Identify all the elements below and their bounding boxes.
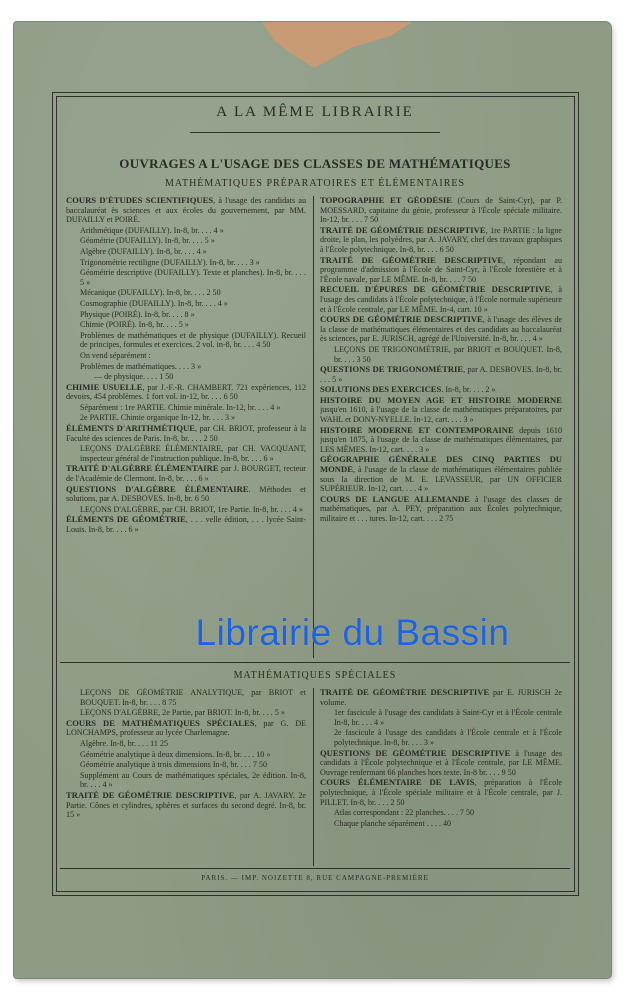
footer-divider (60, 868, 570, 869)
catalog-entry: TRAITÉ DE GÉOMÉTRIE DESCRIPTIVE, 1re PARTIE : la ligne droite, le plan, les polyèdres, par A. JAVARY, chef des travaux graphiques à l'École polytechnique. In-8, br. . . . 6 50 (320, 224, 562, 254)
speciales-heading: MATHÉMATIQUES SPÉCIALES (233, 670, 397, 681)
catalog-entry: TRAITÉ DE GÉOMÉTRIE DESCRIPTIVE, répondant au programme d'admission à l'École de Saint-Cyr, à l'École forestière et à l'École navale, par LE MÊME. In-8, br. . . . 7 50 (320, 254, 562, 284)
printer-footer: PARIS. — IMP. NOIZETTE 8, RUE CAMPAGNE-PREMIÈRE (201, 874, 429, 882)
catalog-entry: Géométrie descriptive (DUFAILLY). Texte et planches). In-8, br. . . . 5 » (80, 268, 306, 287)
catalog-entry: LEÇONS D'ALGÈBRE, 2e Partie, par BRIOT. In-8, br. . . . 5 » (80, 708, 285, 718)
catalog-entry: CHIMIE USUELLE, par J.-F.-R. CHAMBERT. 721 expériences, 112 devoirs, 454 problèmes. 1 fort vol. in-12, br. . . . 6 50 (66, 381, 306, 402)
catalog-entry: LEÇONS D'ALGÈBRE, par CH. BRIOT, 1re Partie. In-8, br. . . . 4 » (80, 504, 303, 514)
catalog-entry: ÉLÉMENTS D'ARITHMÉTIQUE, par CH. BRIOT, professeur à la Faculté des sciences de Paris. In-8, br. . . . 2 50 (66, 423, 306, 443)
catalog-entry: 2e PARTIE. Chimie organique In-12, br. . . . 3 » (80, 413, 236, 423)
catalog-entry: Problèmes de mathématiques et de physique (DUFAILLY). Recueil de principes, formules et exercices. 2 vol. in-8, br. . . . 4 50 (80, 330, 306, 350)
catalog-entry: Atlas correspondant : 22 planches. . . . 7 50 (334, 808, 475, 818)
catalog-entry: — de physique. . . . 1 50 (94, 372, 174, 382)
prep-left-column (66, 196, 306, 658)
catalog-entry: Géométrie (DUFAILLY). In-8, br. . . . 5 » (80, 236, 215, 246)
preparatoires-heading: MATHÉMATIQUES PRÉPARATOIRES ET ÉLÉMENTAIRES (164, 178, 466, 189)
catalog-entry: Séparément : 1re PARTIE. Chimie minérale. In-12, br. . . . 4 » (80, 402, 281, 412)
catalog-entry: COURS DE LANGUE ALLEMANDE à l'usage des classes de mathématiques, par A. PEY, préparation aux Écoles polytechnique, militaire et . . . tures. In-12, cart. . . . 2 75 (320, 493, 562, 523)
catalog-entry: HISTOIRE DU MOYEN AGE ET HISTOIRE MODERNE jusqu'en 1610, à l'usage de la classe de mathématiques préparatoires, par WAHL et DONY-NYELLE. In-12, cart. . . . 3 » (320, 394, 562, 425)
spec-left-column (66, 688, 306, 868)
catalog-entry: TRAITÉ D'ALGÈBRE ÉLÉMENTAIRE par J. BOURGET, recteur de l'Académie de Clermont. In-8, br. . . . 6 » (66, 463, 306, 484)
catalog-entry: Chimie (POIRÉ). In-8, br. . . . 5 » (80, 320, 189, 330)
catalog-entry: LEÇONS D'ALGÈBRE ÉLÉMENTAIRE, par CH. VACQUANT, inspecteur général de l'instruction publique. In-8, br. . . . 6 » (80, 444, 306, 463)
divider (190, 132, 440, 133)
catalog-entry: QUESTIONS DE TRIGONOMÉTRIE, par A. DESBOVES. In-8, br. . . . 5 » (320, 364, 562, 384)
catalog-entry: Arithmétique (DUFAILLY). In-8, br. . . . 4 » (80, 225, 224, 235)
spec-right-column (320, 688, 562, 868)
catalog-entry: Mécanique (DUFAILLY). In-8, br. . . . 2 50 (80, 288, 221, 298)
catalog-entry: RECUEIL D'ÉPURES DE GÉOMÉTRIE DESCRIPTIVE, à l'usage des candidats à l'École polytechnique, à l'École normale supérieure et à l'École centrale, par LE MÊME. In-4, cart. 10 » (320, 284, 562, 314)
catalog-entry: Cosmographie (DUFAILLY). In-8, br. . . . 4 » (80, 298, 228, 308)
watermark: Librairie du Bassin (195, 612, 510, 653)
catalog-entry: COURS D'ÉTUDES SCIENTIFIQUES, à l'usage des candidats au baccalauréat ès sciences et aux écoles du gouvernement, par MM. DUFAILLY et POIRÉ. (66, 196, 306, 225)
catalog-entry: Supplément au Cours de mathématiques spéciales, 2e édition. In-8, br. . . . 4 » (80, 770, 306, 790)
catalog-entry: On vend séparément : (80, 350, 151, 360)
catalog-entry: TRAITÉ DE GÉOMÉTRIE DESCRIPTIVE, par A. JAVARY. 2e Partie. Cônes et cylindres, sphères et surfaces du second degré. In-8, br. 15 » (66, 789, 306, 820)
catalog-entry: Trigonométrie rectiligne (DUFAILLY). In-8, br. . . . 3 » (80, 257, 260, 267)
catalog-entry: Algèbre. In-8, br. . . . 11 25 (80, 738, 169, 748)
section-divider (60, 662, 570, 663)
catalog-entry: Chaque planche séparément . . . . 40 (334, 818, 452, 828)
column-divider (313, 196, 314, 658)
catalog-entry: GÉOGRAPHIE GÉNÉRALE DES CINQ PARTIES DU MONDE, à l'usage de la classe de mathématiques élémentaires publiée sous la direction de M. E. LEVASSEUR, par UN OFFICIER SUPÉRIEUR. In-12, cart. . . . 4 » (320, 454, 562, 494)
catalog-entry: QUESTIONS D'ALGÈBRE ÉLÉMENTAIRE. Méthodes et solutions, par A. DESBOVES. In-8, br. 6 50 (66, 483, 306, 504)
librairie-heading: A LA MÊME LIBRAIRIE (216, 104, 414, 120)
catalog-entry: 2e fascicule à l'usage des candidats à l'École centrale et à l'École polytechnique. In-8, br. . . . 3 » (334, 728, 562, 747)
prep-right-column (320, 196, 562, 658)
catalog-entry: COURS DE MATHÉMATIQUES SPÉCIALES, par G. DE LONCHAMPS, professeur au lycée Charlemagne. (66, 717, 306, 738)
catalog-entry: Géométrie analytique à trois dimensions In-8, br. . . . 7 50 (80, 760, 268, 770)
catalog-entry: HISTOIRE MODERNE ET CONTEMPORAINE depuis 1610 jusqu'en 1875, à l'usage de la classe de mathématiques élémentaires, par LES MÊMES. In-12, cart. . . . 3 » (320, 424, 562, 454)
catalog-entry: TOPOGRAPHIE ET GÉODÉSIE (Cours de Saint-Cyr), par P. MOESSARD, capitaine du génie, professeur à l'École spéciale militaire. In-12, br. . . . 7 50 (320, 196, 562, 225)
catalog-entry: Algèbre (DUFAILLY). In-8, br. . . . 4 » (80, 246, 207, 256)
catalog-entry: SOLUTIONS DES EXERCICES. In-8, br. . . . 2 » (320, 384, 496, 395)
column-divider-2 (313, 688, 314, 866)
catalog-entry: COURS ÉLÉMENTAIRE DE LAVIS, préparation à l'École polytechnique, à l'École spéciale militaire et à l'École centrale, par J. PILLET. In-8, br. . . . 2 50 (320, 777, 562, 807)
catalog-entry: TRAITÉ DE GÉOMÉTRIE DESCRIPTIVE par E. JURISCH 2e volume. (320, 688, 562, 707)
catalog-entry: LEÇONS DE TRIGONOMÉTRIE, par BRIOT et BOUQUET. In-8, br. . . . 3 50 (334, 344, 562, 364)
catalog-entry: Géométrie analytique à deux dimensions. In-8, br. . . . 10 » (80, 749, 271, 759)
catalog-entry: LEÇONS DE GÉOMÉTRIE ANALYTIQUE, par BRIOT et BOUQUET. In-8, br. . . . 8 75 (80, 688, 306, 707)
catalog-entry: COURS DE GÉOMÉTRIE DESCRIPTIVE, à l'usage des élèves de la classe de mathématiques élémentaires et des candidats au baccalauréat ès sciences, par E. JURISCH, agrégé de l'Université. In-8, br. . . . 4 » (320, 314, 562, 344)
catalog-entry: Physique (POIRÉ). In-8, br. . . . 8 » (80, 309, 195, 319)
catalog-entry: Problèmes de mathématiques. . . . 3 » (80, 361, 202, 371)
catalog-entry: ÉLÉMENTS DE GÉOMÉTRIE, . . . velle édition, . . . lycée Saint-Louis. In-8, br. . . . 6 » (66, 514, 306, 534)
catalog-entry: 1er fascicule à l'usage des candidats à Saint-Cyr et à l'École centrale In-8, br. . . . 4 » (334, 708, 562, 727)
ouvrages-heading: OUVRAGES A L'USAGE DES CLASSES DE MATHÉMATIQUES (119, 156, 511, 171)
catalog-entry: QUESTIONS DE GÉOMÉTRIE DESCRIPTIVE à l'usage des candidats à l'École polytechnique et à l'École centrale, par LE MÊME. Ouvrage renfermant 66 planches hors texte. In-8 br. . . . 9 50 (320, 747, 562, 777)
